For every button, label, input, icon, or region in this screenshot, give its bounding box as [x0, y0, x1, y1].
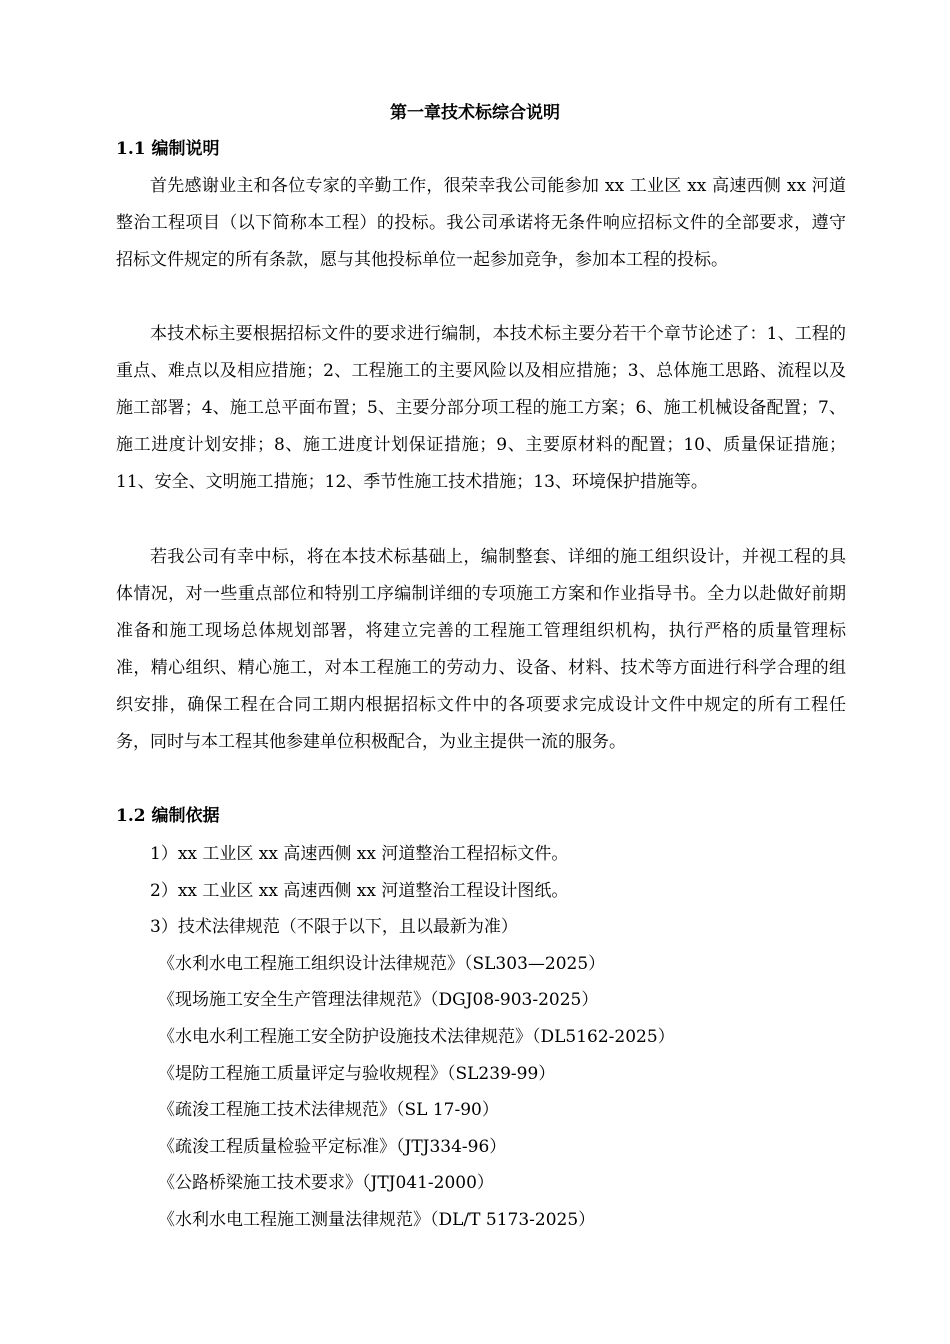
- standard-item: 《堤防工程施工质量评定与验收规程》（SL239-99）: [158, 1063, 556, 1084]
- standard-item: 《公路桥梁施工技术要求》（JTJ041-2000）: [158, 1173, 494, 1194]
- standard-item: 《现场施工安全生产管理法律规范》（DGJ08-903-2025）: [158, 990, 599, 1011]
- chapter-title: 第一章技术标综合说明: [390, 103, 560, 123]
- standard-item: 《疏浚工程质量检验平定标准》（JTJ334-96）: [158, 1136, 507, 1157]
- section-heading-1-1: 1.1 编制说明: [116, 139, 220, 159]
- paragraph-intro: 首先感谢业主和各位专家的辛勤工作，很荣幸我公司能参加 xx 工业区 xx 高速西侧 xx 河道整治工程项目（以下简称本工程）的投标。我公司承诺将无条件响应招标文件的全部要求，遵守招标文件规定的所有条款，愿与其他投标单位一起参加竞争，参加本工程的投标。: [116, 176, 846, 270]
- standard-item: 《水电水利工程施工安全防护设施技术法律规范》（DL5162-2025）: [158, 1026, 675, 1047]
- list-item: 3）技术法律规范（不限于以下，且以最新为准）: [150, 917, 518, 938]
- basis-list: [150, 836, 870, 1239]
- standard-item: 《水利水电工程施工组织设计法律规范》（SL303—2025）: [158, 953, 606, 974]
- section-heading-1-2: 1.2 编制依据: [116, 806, 220, 826]
- standard-item: 《疏浚工程施工技术法律规范》（SL 17-90）: [158, 1100, 499, 1121]
- list-item: 1）xx 工业区 xx 高速西侧 xx 河道整治工程招标文件。: [150, 844, 569, 864]
- paragraph-commitment: 若我公司有幸中标，将在本技术标基础上，编制整套、详细的施工组织设计，并视工程的具体情况，对一些重点部位和特别工序编制详细的专项施工方案和作业指导书。全力以赴做好前期准备和施工现场总体规划部署，将建立完善的工程施工管理组织机构，执行严格的质量管理标准，精心组织、精心施工，对本工程施工的劳动力、设备、材料、技术等方面进行科学合理的组织安排，确保工程在合同工期内根据招标文件中的各项要求完成设计文件中规定的所有工程任务，同时与本工程其他参建单位积极配合，为业主提供一流的服务。: [116, 547, 846, 752]
- list-item: 2）xx 工业区 xx 高速西侧 xx 河道整治工程设计图纸。: [150, 880, 569, 901]
- paragraph-contents-overview: 本技术标主要根据招标文件的要求进行编制，本技术标主要分若干个章节论述了：1、工程的重点、难点以及相应措施；2、工程施工的主要风险以及相应措施；3、总体施工思路、流程以及施工部署；4、施工总平面布置；5、主要分部分项工程的施工方案；6、施工机械设备配置；7、施工进度计划安排；8、施工进度计划保证措施；9、主要原材料的配置；10、质量保证措施；11、安全、文明施工措施；12、季节性施工技术措施；13、环境保护措施等。: [116, 324, 846, 492]
- standard-item: 《水利水电工程施工测量法律规范》（DL/T 5173-2025）: [158, 1209, 596, 1230]
